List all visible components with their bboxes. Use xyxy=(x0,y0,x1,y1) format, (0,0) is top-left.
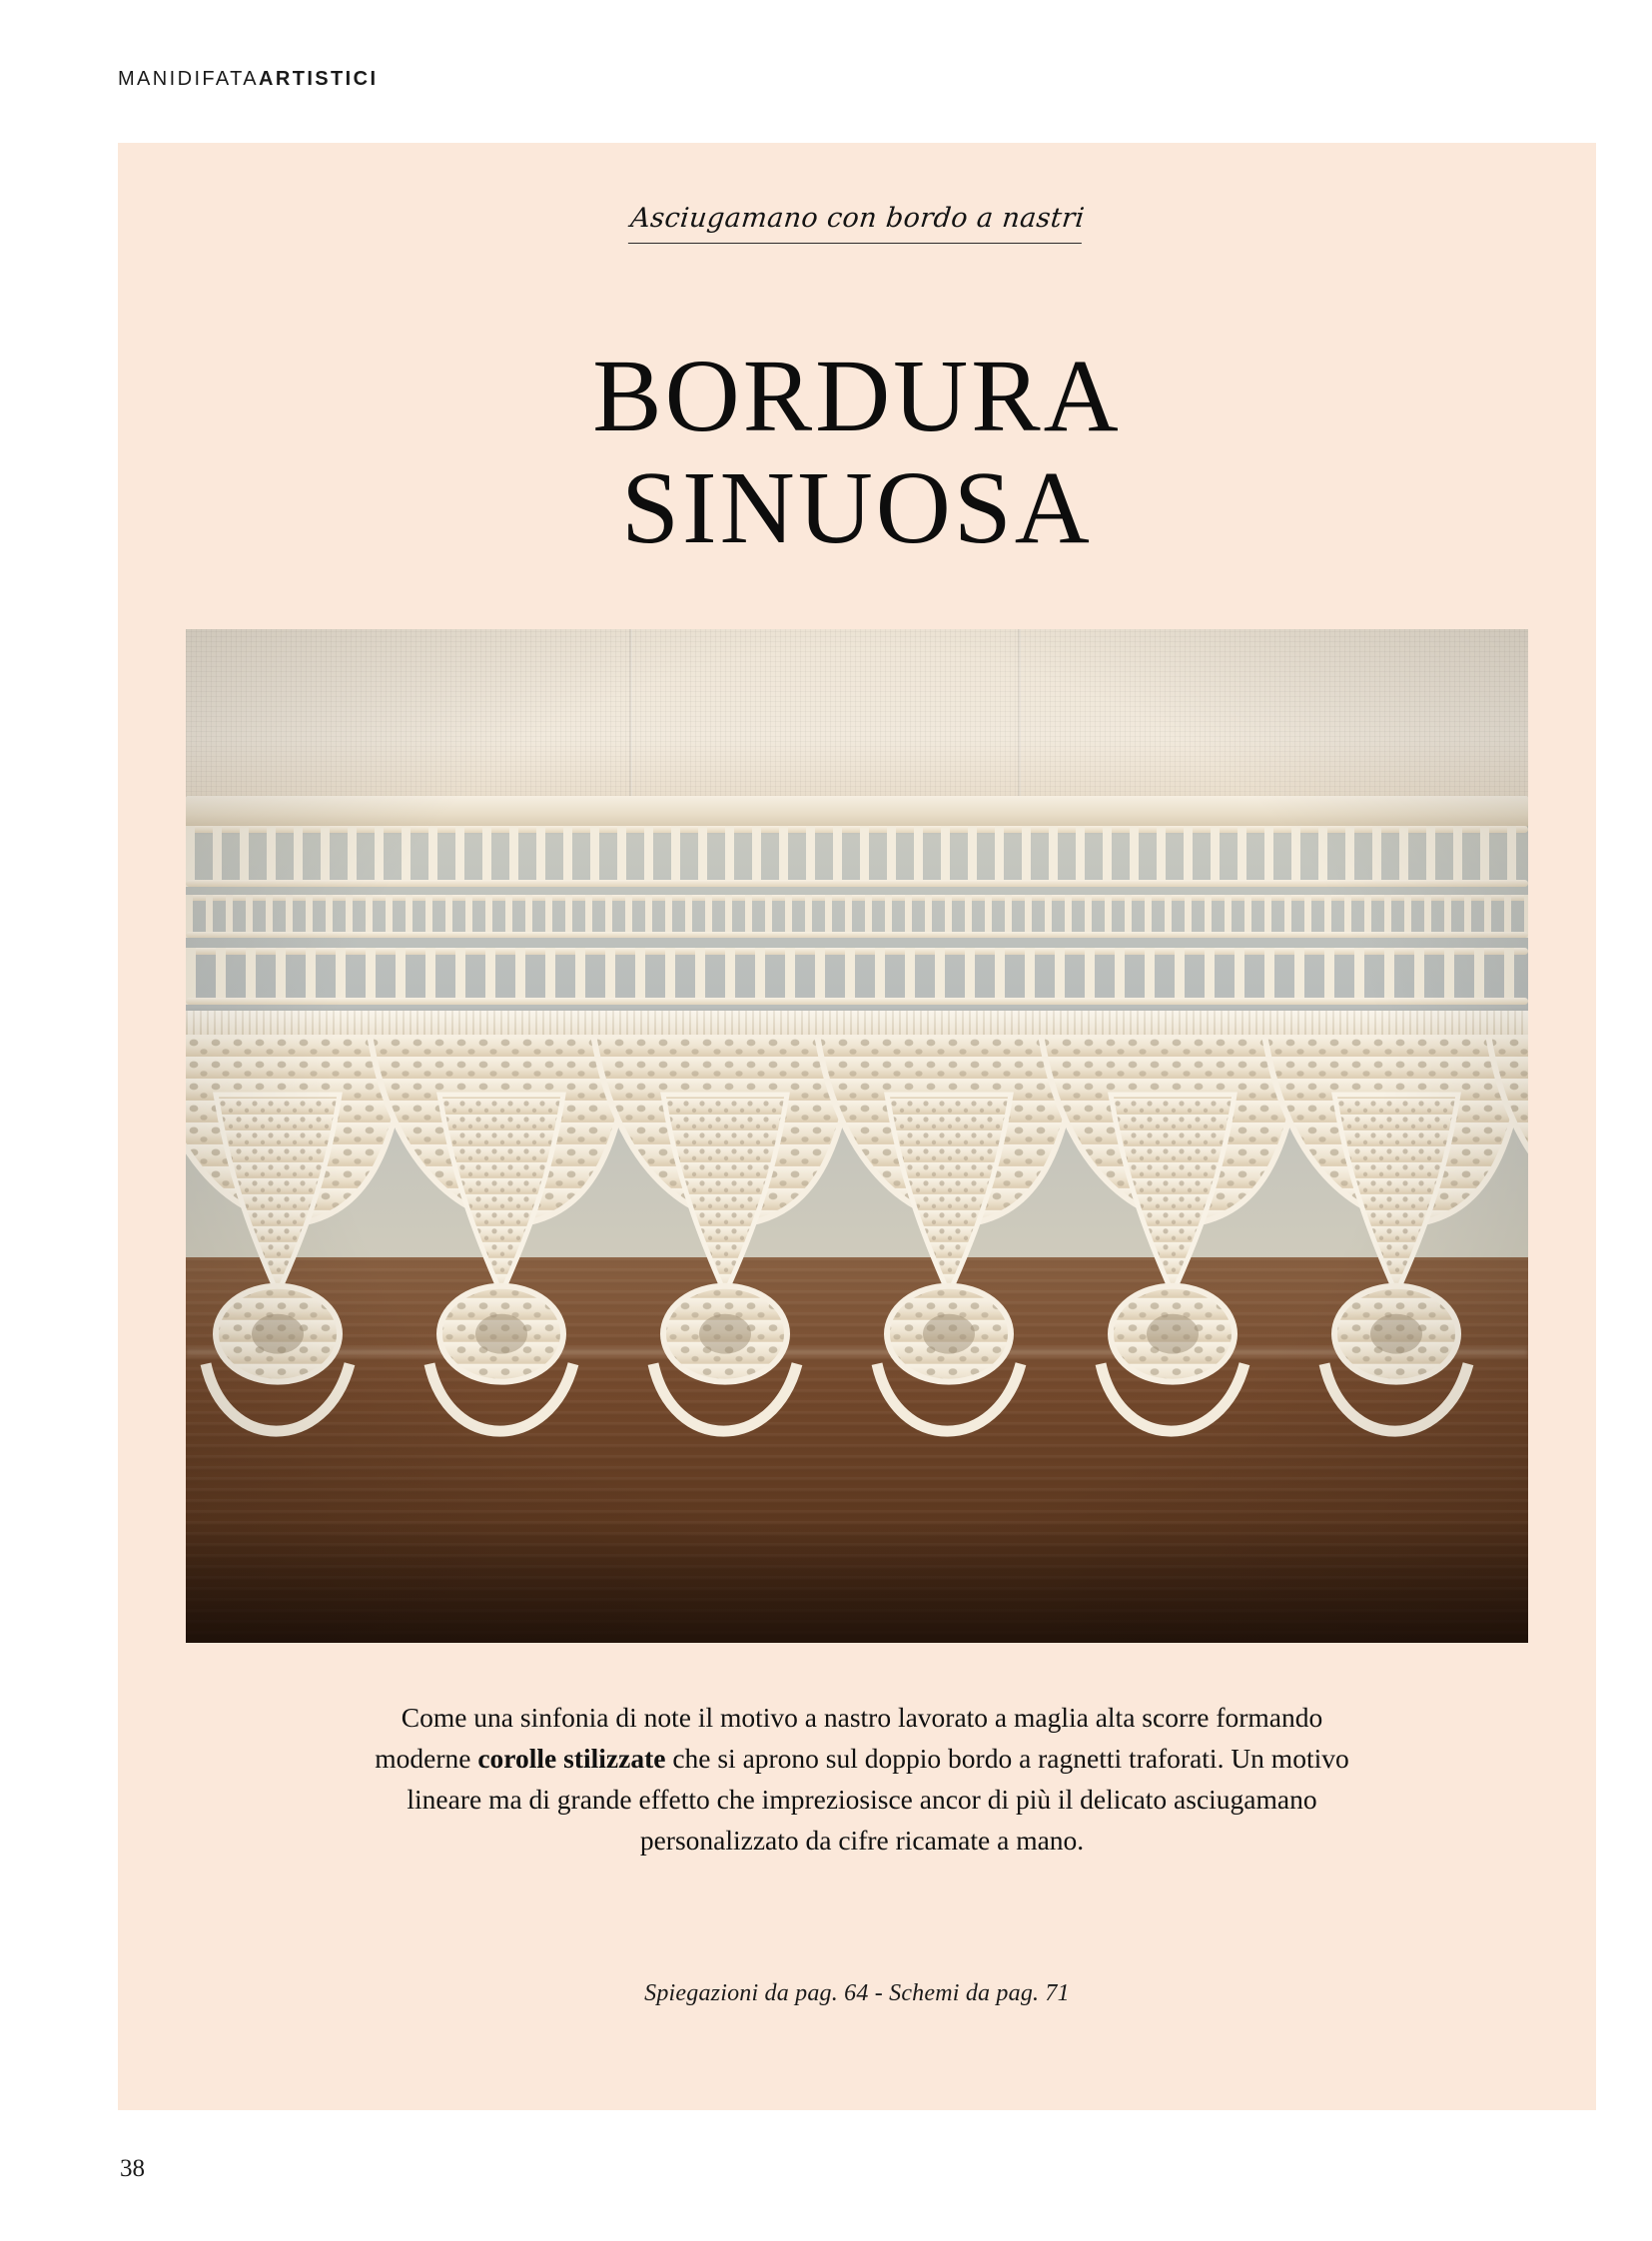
page-number: 38 xyxy=(120,2155,145,2182)
kicker-label: Asciugamano con bordo a nastri xyxy=(628,203,1086,244)
masthead xyxy=(118,68,378,91)
masthead-light-text: MANIDIFATA xyxy=(118,68,260,90)
towel-hem xyxy=(186,796,1528,826)
masthead-bold-text: ARTISTICI xyxy=(259,68,379,90)
article-caption xyxy=(358,1697,1366,1862)
photo-fabric-weave xyxy=(186,629,1528,822)
lace-row-openwork-top xyxy=(186,826,1528,887)
caption-part-1: Come una sinfonia di note il motivo a nastro lavorato a maglia alta scorre formando moderne xyxy=(375,1701,1323,1774)
article-panel xyxy=(118,143,1596,2110)
title-line-2: SINUOSA xyxy=(621,449,1093,565)
page-title xyxy=(118,338,1596,565)
lace-scallop-skirt xyxy=(186,1035,1528,1542)
article-photo xyxy=(186,629,1528,1643)
photo-fabric-fold xyxy=(629,629,632,822)
lace-bars xyxy=(186,826,1528,887)
photo-illustration xyxy=(186,629,1528,1643)
scallop-motifs xyxy=(186,1035,1528,1431)
lace-bars xyxy=(186,948,1528,1005)
title-line-1: BORDURA xyxy=(592,338,1122,453)
caption-part-2: che si aprono sul doppio bordo a ragnetti traforati. Un motivo lineare ma di grande effetto che impreziosisce ancor di più il delicato asciugamano personalizzato da cifre ricamate a mano. xyxy=(407,1742,1349,1857)
caption-highlight: corolle stilizzate xyxy=(477,1742,666,1774)
kicker xyxy=(118,203,1596,244)
lace-bars xyxy=(186,895,1528,938)
reference-footnote: Spiegazioni da pag. 64 - Schemi da pag. 71 xyxy=(644,1980,1070,2006)
lace-row-openwork-bottom xyxy=(186,948,1528,1005)
lace-row-openwork-middle xyxy=(186,895,1528,938)
lace-scallop-svg xyxy=(186,1035,1528,1542)
photo-fabric-fold xyxy=(1018,629,1021,822)
